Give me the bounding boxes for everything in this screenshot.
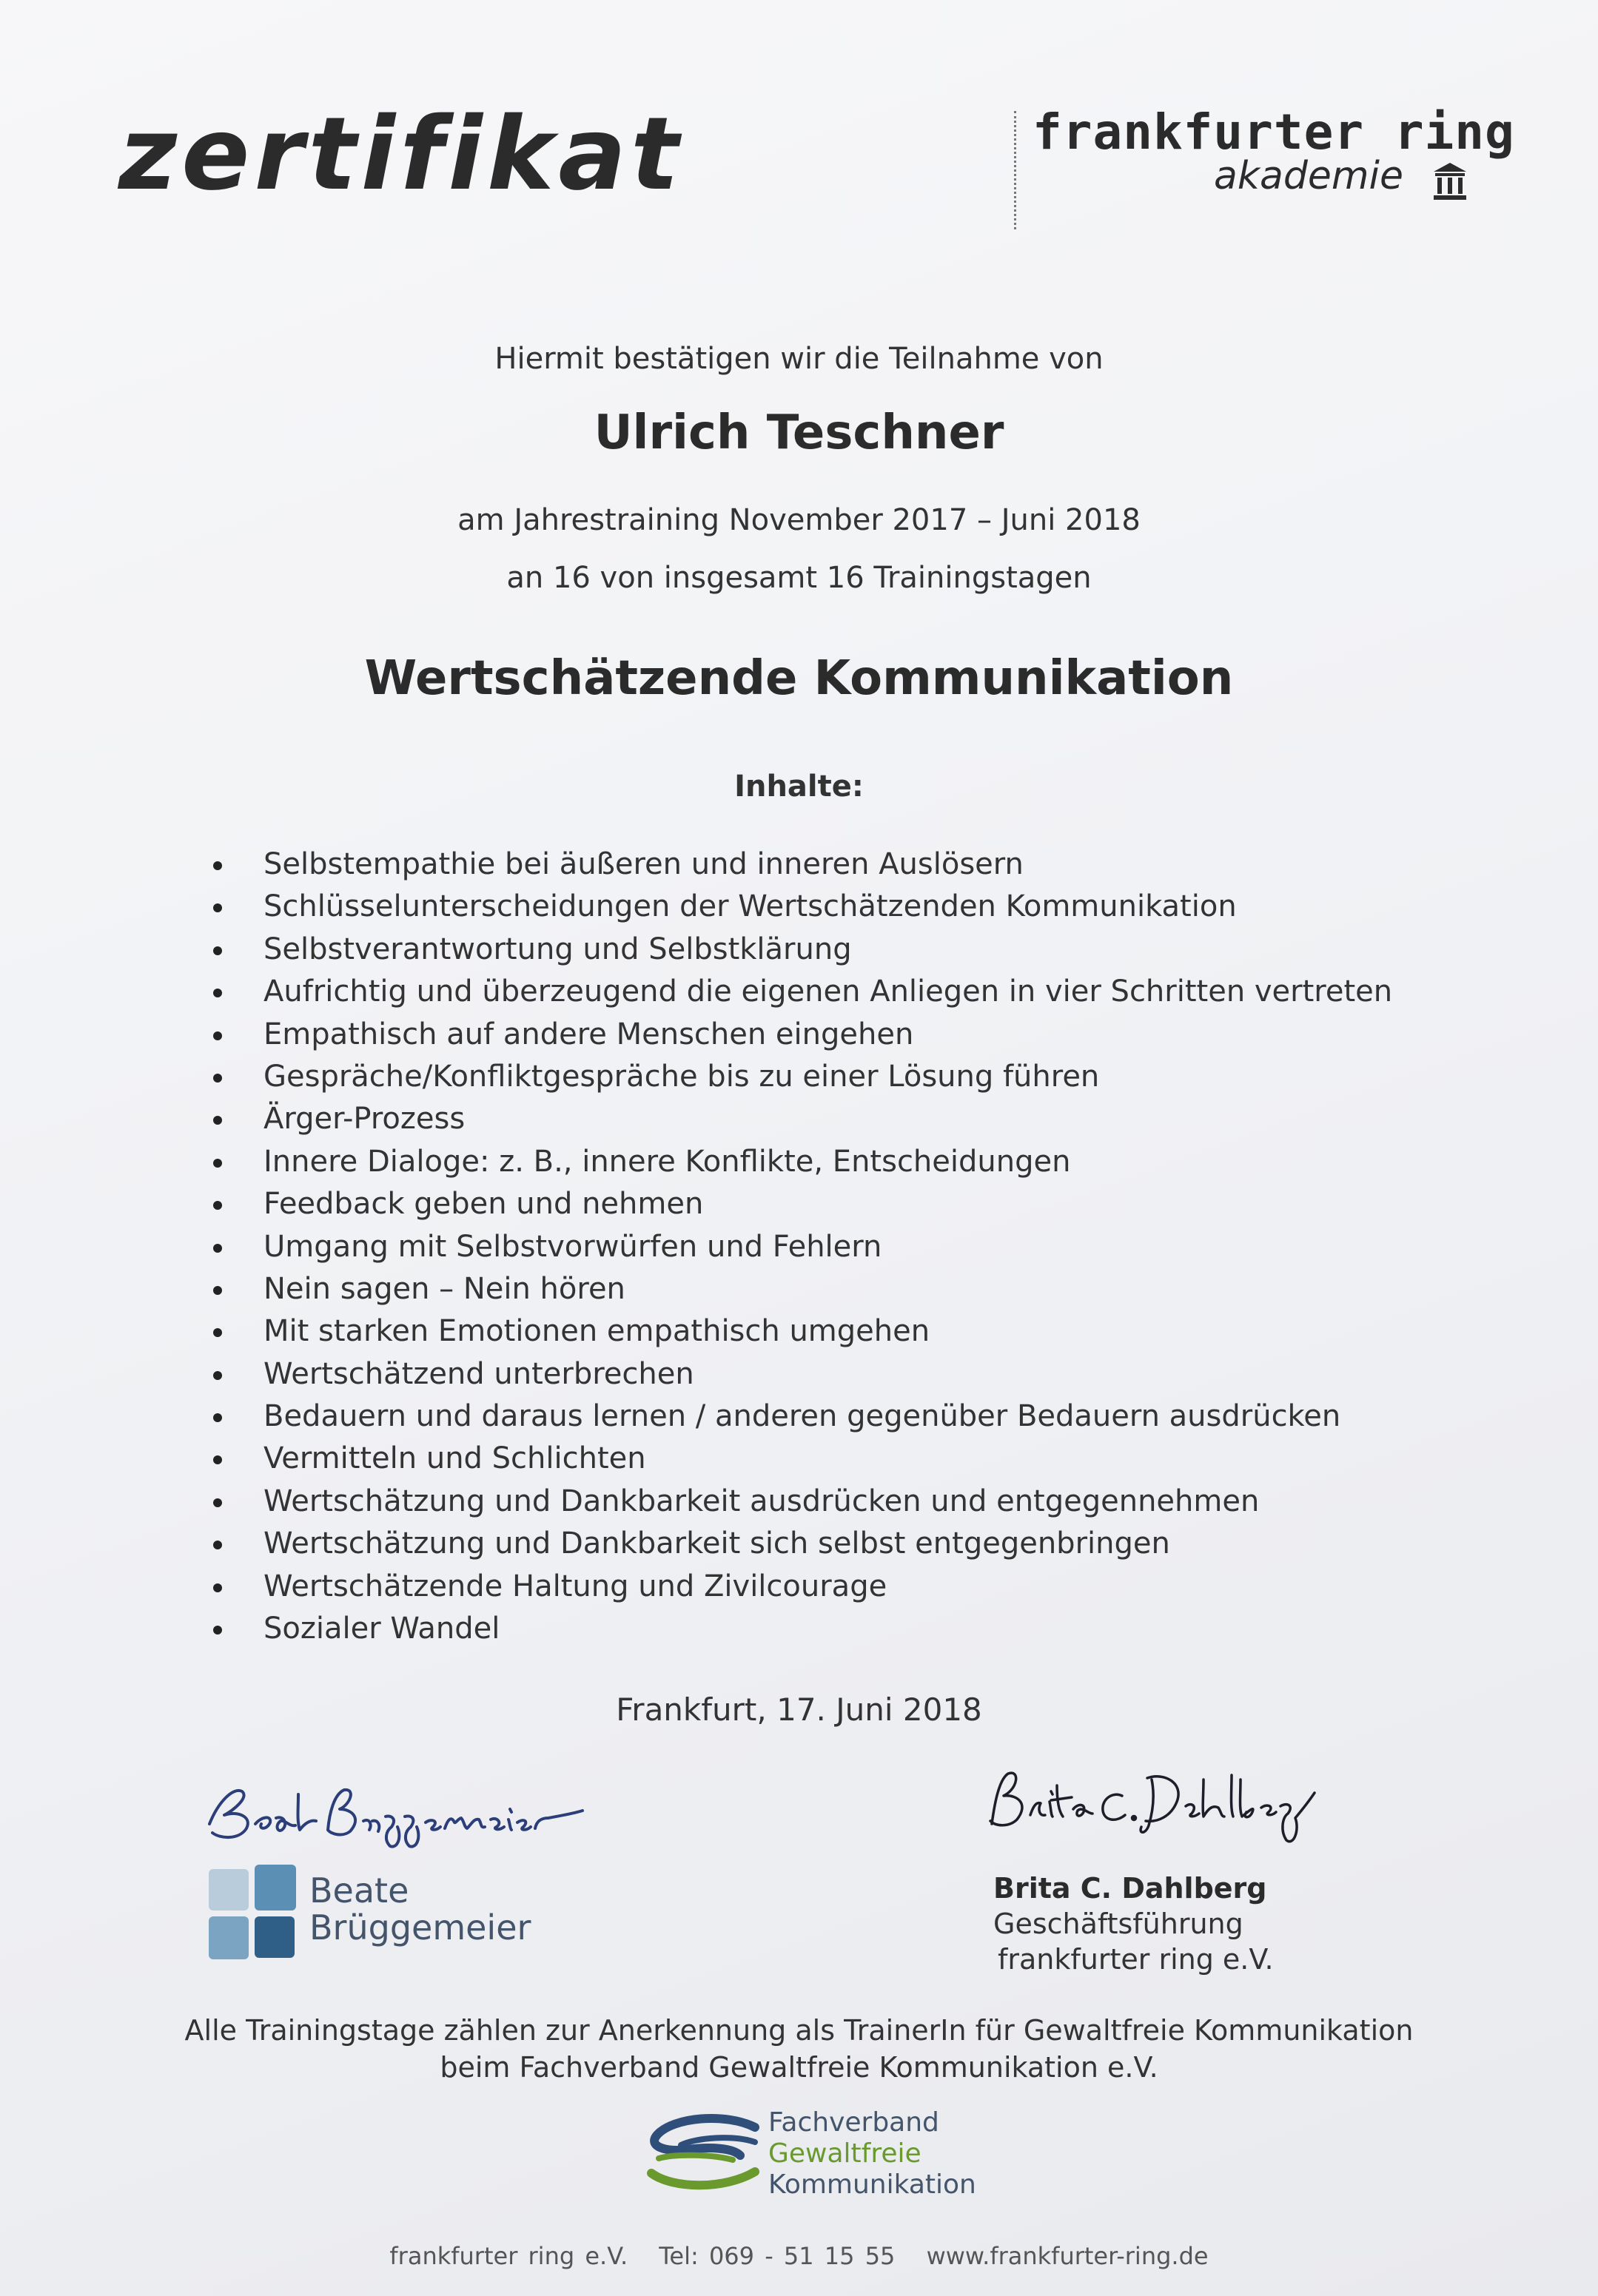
signature-brita-dahlberg [977, 1757, 1317, 1854]
bullet-icon [213, 1541, 222, 1549]
bullet-icon [213, 1244, 222, 1253]
footer-website: www.frankfurter-ring.de [926, 2242, 1209, 2270]
list-item [207, 1268, 1466, 1310]
bullet-icon [213, 1031, 222, 1040]
list-item-text: Feedback geben und nehmen [263, 1187, 704, 1222]
list-item [207, 1523, 1466, 1565]
list-item [207, 886, 1466, 928]
bullet-icon [213, 1116, 222, 1125]
temple-icon [1432, 161, 1468, 201]
signer-role: Geschäftsführung [993, 1908, 1243, 1940]
list-item [207, 1353, 1466, 1396]
bullet-icon [213, 1498, 222, 1507]
list-item-text: Wertschätzende Haltung und Zivilcourage [263, 1569, 887, 1603]
list-item-text: Nein sagen – Nein hören [263, 1271, 625, 1306]
list-item-text: Gespräche/Konfliktgespräche bis zu einer Lösung führen [263, 1059, 1100, 1094]
list-item-text: Ärger-Prozess [263, 1102, 466, 1137]
bullet-icon [213, 1286, 222, 1295]
brueggemeier-logo-last-name: Brüggemeier [309, 1908, 531, 1947]
list-item [207, 1310, 1466, 1353]
org-logo-name: frankfurter ring [1033, 104, 1515, 161]
fachverband-logo-line3: Kommunikation [768, 2169, 976, 2200]
brueggemeier-logo-first-name: Beate [309, 1871, 409, 1910]
list-item [207, 971, 1466, 1013]
program-dates: am Jahrestraining November 2017 – Juni 2018 [457, 503, 1141, 537]
contents-list [207, 844, 1466, 1650]
list-item [207, 1566, 1466, 1608]
list-item-text: Wertschätzung und Dankbarkeit ausdrücken und entgegennehmen [263, 1484, 1260, 1518]
signer-organization: frankfurter ring e.V. [998, 1943, 1274, 1976]
list-item [207, 1014, 1466, 1056]
list-item [207, 844, 1466, 886]
fachverband-logo-line1: Fachverband [768, 2107, 939, 2138]
list-item [207, 1183, 1466, 1225]
recognition-note-line2: beim Fachverband Gewaltfreie Kommunikation e.V. [440, 2051, 1158, 2084]
list-item [207, 1481, 1466, 1523]
list-item-text: Sozialer Wandel [263, 1612, 500, 1646]
logo-divider [1014, 111, 1016, 229]
list-item [207, 929, 1466, 971]
list-item [207, 1396, 1466, 1438]
list-item-text: Innere Dialoge: z. B., innere Konflikte, Entscheidungen [263, 1144, 1071, 1179]
list-item-text: Vermitteln und Schlichten [263, 1441, 646, 1476]
bullet-icon [213, 1328, 222, 1337]
bullet-icon [213, 861, 222, 870]
bullet-icon [213, 989, 222, 997]
fachverband-logo-line2: Gewaltfreie [768, 2138, 921, 2169]
brueggemeier-logo-icon [207, 1863, 298, 1962]
list-item-text: Umgang mit Selbstvorwürfen und Fehlern [263, 1229, 882, 1264]
fachverband-logo-icon [644, 2112, 770, 2194]
bullet-icon [213, 1201, 222, 1210]
list-item-text: Aufrichtig und überzeugend die eigenen Anliegen in vier Schritten vertreten [263, 974, 1393, 1009]
footer [0, 2242, 1598, 2270]
bullet-icon [213, 903, 222, 912]
list-item-text: Bedauern und daraus lernen / anderen gegenüber Bedauern ausdrücken [263, 1399, 1341, 1434]
list-item-text: Wertschätzend unterbrechen [263, 1356, 694, 1391]
place-date: Frankfurt, 17. Juni 2018 [616, 1691, 982, 1728]
participant-name: Ulrich Teschner [594, 405, 1004, 460]
list-item-text: Selbstempathie bei äußeren und inneren Auslösern [263, 847, 1024, 881]
bullet-icon [213, 1413, 222, 1422]
list-item-text: Selbstverantwortung und Selbstklärung [263, 932, 852, 966]
bullet-icon [213, 1626, 222, 1635]
list-item-text: Mit starken Emotionen empathisch umgehen [263, 1314, 930, 1349]
intro-text: Hiermit bestätigen wir die Teilnahme von [494, 342, 1104, 376]
signature-beate-brueggemeier [204, 1772, 588, 1854]
list-item [207, 1141, 1466, 1183]
list-item [207, 1438, 1466, 1480]
list-item-text: Empathisch auf andere Menschen eingehen [263, 1017, 914, 1051]
list-item [207, 1098, 1466, 1140]
bullet-icon [213, 946, 222, 955]
list-item-text: Schlüsselunterscheidungen der Wertschätzenden Kommunikation [263, 889, 1237, 924]
attendance-days: an 16 von insgesamt 16 Trainingstagen [506, 561, 1092, 595]
recognition-note-line1: Alle Trainingstage zählen zur Anerkennung als TrainerIn für Gewaltfreie Kommunikation [184, 2014, 1414, 2047]
bullet-icon [213, 1371, 222, 1380]
footer-org: frankfurter ring e.V. [389, 2242, 628, 2270]
contents-heading: Inhalte: [734, 770, 864, 804]
course-title: Wertschätzende Kommunikation [364, 651, 1234, 706]
signer-name: Brita C. Dahlberg [993, 1872, 1267, 1905]
footer-phone: Tel: 069 - 51 15 55 [659, 2242, 896, 2270]
list-item [207, 1056, 1466, 1098]
certificate-title: zertifikat [118, 96, 684, 213]
list-item [207, 1608, 1466, 1650]
list-item-text: Wertschätzung und Dankbarkeit sich selbst entgegenbringen [263, 1526, 1170, 1561]
bullet-icon [213, 1583, 222, 1592]
bullet-icon [213, 1159, 222, 1168]
list-item [207, 1226, 1466, 1268]
org-logo-subtitle: akademie [1214, 154, 1403, 198]
bullet-icon [213, 1455, 222, 1464]
bullet-icon [213, 1074, 222, 1083]
